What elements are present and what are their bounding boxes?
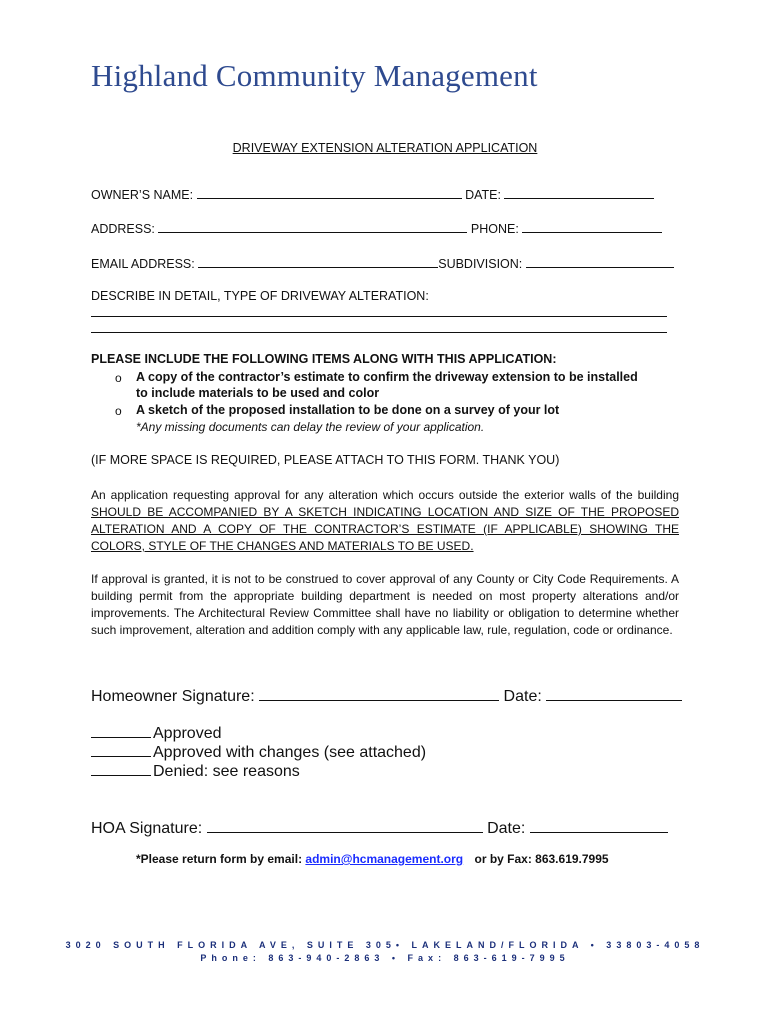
return-instructions xyxy=(136,852,609,866)
return-fax: or by Fax: 863.619.7995 xyxy=(474,852,609,866)
form-title: DRIVEWAY EXTENSION ALTERATION APPLICATION xyxy=(232,141,538,155)
subdivision-field[interactable] xyxy=(526,256,674,268)
missing-documents-note: *Any missing documents can delay the review of your application. xyxy=(136,420,485,434)
email-address-label: EMAIL ADDRESS: xyxy=(91,257,195,271)
describe-line-2[interactable] xyxy=(91,332,667,333)
paragraph-text: An application requesting approval for any alteration which occurs outside the exterior walls of the building xyxy=(91,488,679,502)
hoa-date-label: Date: xyxy=(487,820,526,837)
owner-name-row xyxy=(91,187,654,202)
homeowner-signature-field[interactable] xyxy=(259,686,499,701)
more-space-note: (IF MORE SPACE IS REQUIRED, PLEASE ATTACH TO THIS FORM. THANK YOU) xyxy=(91,453,560,467)
approved-with-changes-label: Approved with changes (see attached) xyxy=(153,744,427,761)
hoa-signature-field[interactable] xyxy=(207,818,483,833)
address-row xyxy=(91,221,662,236)
approved-option xyxy=(91,724,222,743)
return-prefix: *Please return form by email: xyxy=(136,852,303,866)
denied-option xyxy=(91,762,300,781)
date-label: DATE: xyxy=(465,188,501,202)
approved-with-changes-checkline[interactable] xyxy=(91,743,151,757)
bullet-icon: o xyxy=(115,371,122,385)
application-paragraph xyxy=(91,487,679,555)
address-label: ADDRESS: xyxy=(91,222,155,236)
requirements-heading: PLEASE INCLUDE THE FOLLOWING ITEMS ALONG WITH THIS APPLICATION: xyxy=(91,352,557,366)
phone-label: PHONE: xyxy=(470,222,519,236)
homeowner-date-label: Date: xyxy=(503,688,542,705)
describe-line-1[interactable] xyxy=(91,316,667,317)
requirement-item-2: A sketch of the proposed installation to be done on a survey of your lot xyxy=(136,403,560,417)
approved-with-changes-option xyxy=(91,743,426,762)
date-field[interactable] xyxy=(504,187,654,199)
email-address-field[interactable] xyxy=(198,256,438,268)
footer-contact: Phone: 863-940-2863 • Fax: 863-619-7995 xyxy=(200,953,570,963)
denied-checkline[interactable] xyxy=(91,762,151,776)
hoa-signature-row xyxy=(91,818,668,838)
homeowner-signature-row xyxy=(91,686,682,706)
subdivision-label: SUBDIVISION: xyxy=(438,257,523,271)
phone-field[interactable] xyxy=(522,221,662,233)
approved-label: Approved xyxy=(153,725,222,742)
hoa-date-field[interactable] xyxy=(530,818,668,833)
address-field[interactable] xyxy=(158,221,467,233)
footer-address: 3020 SOUTH FLORIDA AVE, SUITE 305• LAKELAND/FLORIDA • 33803-4058 xyxy=(65,940,705,950)
homeowner-date-field[interactable] xyxy=(546,686,682,701)
owner-name-label: OWNER’S NAME: xyxy=(91,188,194,202)
hoa-signature-label: HOA Signature: xyxy=(91,820,203,837)
return-email-link[interactable]: admin@hcmanagement.org xyxy=(305,852,464,866)
denied-label: Denied: see reasons xyxy=(153,763,300,780)
homeowner-signature-label: Homeowner Signature: xyxy=(91,688,255,705)
describe-label: DESCRIBE IN DETAIL, TYPE OF DRIVEWAY ALTERATION: xyxy=(91,289,429,303)
requirement-item-1-cont: to include materials to be used and color xyxy=(136,386,380,400)
approval-disclaimer-paragraph: If approval is granted, it is not to be construed to cover approval of any County or City Code Requirements. A building permit from the appropriate building department is needed on most property alterations and/or improvements. The Architectural Review Committee shall have no liability or obligation to determine whether such improvement, alteration and addition comply with any applicable law, rule, regulation, code or ordinance. xyxy=(91,572,679,637)
email-row xyxy=(91,256,674,271)
company-name: Highland Community Management xyxy=(91,58,538,93)
bullet-icon: o xyxy=(115,404,122,418)
owner-name-field[interactable] xyxy=(197,187,462,199)
paragraph-underlined-text: SHOULD BE ACCOMPANIED BY A SKETCH INDICATING LOCATION AND SIZE OF THE PROPOSED ALTERATION AND A COPY OF THE CONTRACTOR’S ESTIMATE (IF APPLICABLE) SHOWING THE COLORS, STYLE OF THE CHANGES AND MATERIALS TO BE USED. xyxy=(91,505,679,553)
approved-checkline[interactable] xyxy=(91,724,151,738)
requirement-item-1: A copy of the contractor’s estimate to confirm the driveway extension to be installed xyxy=(136,370,638,384)
